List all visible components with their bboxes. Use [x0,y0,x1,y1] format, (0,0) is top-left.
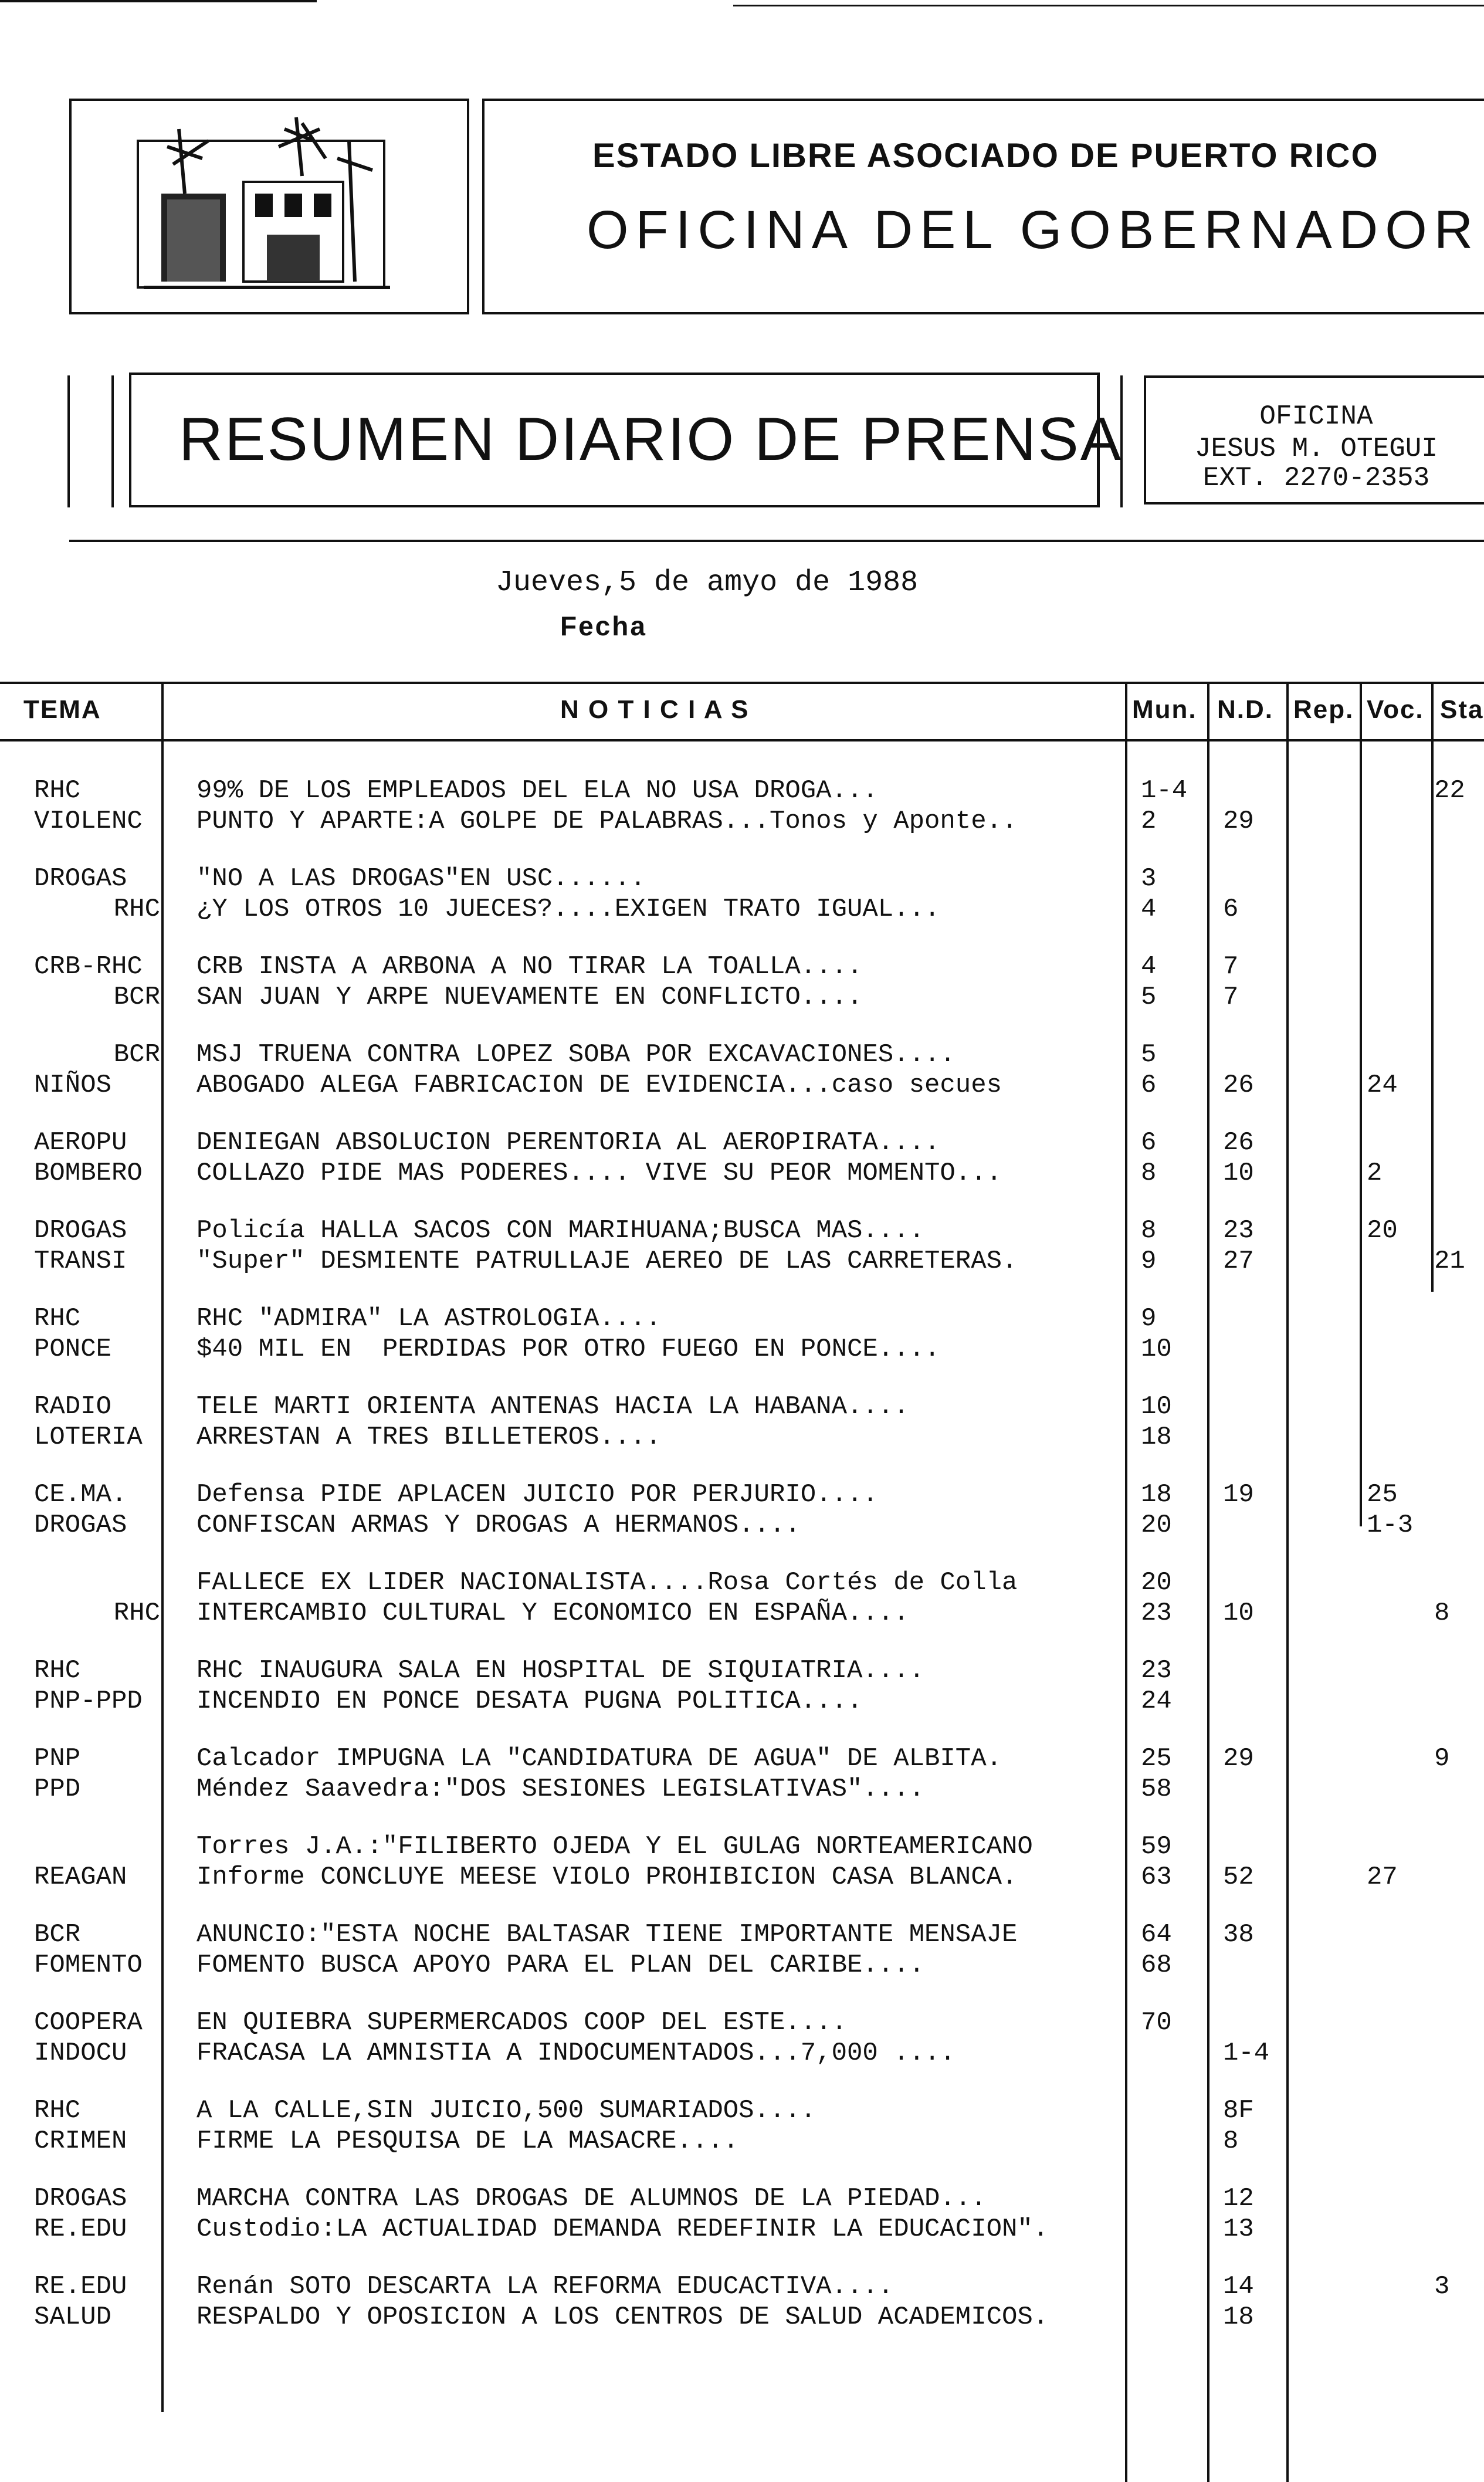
row-noticia: CRB INSTA A ARBONA A NO TIRAR LA TOALLA.... [196,952,863,981]
row-noticia: RESPALDO Y OPOSICION A LOS CENTROS DE SALUD ACADEMICOS. [196,2302,1049,2332]
row-nd: 38 [1223,1920,1254,1949]
table-top-border [0,682,1484,684]
row-mun: 59 [1141,1832,1172,1861]
row-tema: DROGAS [34,864,127,893]
row-mun: 6 [1141,1071,1157,1100]
row-nd: 14 [1223,2272,1254,2301]
row-mun: 64 [1141,1920,1172,1949]
row-noticia: Renán SOTO DESCARTA LA REFORMA EDUCACTIVA.... [196,2272,894,2301]
row-tema: RHC [34,2096,81,2125]
row-noticia: TELE MARTI ORIENTA ANTENAS HACIA LA HABANA.... [196,1392,909,1421]
date-value: Jueves,5 de amyo de 1988 [496,566,919,600]
row-noticia: Méndez Saavedra:"DOS SESIONES LEGISLATIVAS".... [196,1775,925,1804]
row-mun: 2 [1141,807,1157,836]
banner-bar-1 [67,375,70,507]
row-noticia: Defensa PIDE APLACEN JUICIO POR PERJURIO.... [196,1480,878,1509]
date-underline [0,0,317,2]
row-nd: 52 [1223,1863,1254,1892]
row-noticia: FALLECE EX LIDER NACIONALISTA....Rosa Cortés de Colla [196,1568,1018,1597]
row-mun: 4 [1141,895,1157,924]
header-voc: Voc. [1367,695,1424,724]
row-tema: FOMENTO [34,1951,143,1980]
row-tema: PNP [34,1744,81,1773]
row-noticia: ¿Y LOS OTROS 10 JUECES?....EXIGEN TRATO IGUAL... [196,895,940,924]
row-tema: SALUD [34,2302,112,2332]
row-noticia: MSJ TRUENA CONTRA LOPEZ SOBA POR EXCAVACIONES.... [196,1040,956,1069]
header-sta: Sta [1440,695,1484,724]
row-tema: RHC [113,895,160,924]
row-tema: REAGAN [34,1863,127,1892]
row-noticia: RHC INAUGURA SALA EN HOSPITAL DE SIQUIATRIA.... [196,1656,925,1685]
row-nd: 8F [1223,2096,1254,2125]
banner-office-box [1144,375,1484,504]
row-tema: BCR [113,1040,160,1069]
row-mun: 10 [1141,1392,1172,1421]
row-mun: 23 [1141,1599,1172,1628]
row-nd: 1-4 [1223,2039,1270,2068]
col-divider-nd [1286,682,1289,2482]
row-mun: 9 [1141,1247,1157,1276]
col-divider-mun [1207,682,1209,2482]
row-nd: 8 [1223,2127,1239,2156]
office-name: OFICINA DEL GOBERNADOR [587,200,1480,260]
row-noticia: Policía HALLA SACOS CON MARIHUANA;BUSCA MAS.... [196,1216,925,1245]
banner-bar-2 [111,375,114,507]
row-noticia: Calcador IMPUGNA LA "CANDIDATURA DE AGUA" DE ALBITA. [196,1744,1002,1773]
row-nd: 29 [1223,1744,1254,1773]
row-noticia: EN QUIEBRA SUPERMERCADOS COOP DEL ESTE.... [196,2008,847,2037]
row-sta: 9 [1434,1744,1450,1773]
row-nd: 23 [1223,1216,1254,1245]
row-noticia: COLLAZO PIDE MAS PODERES.... VIVE SU PEOR MOMENTO... [196,1159,1002,1188]
row-tema: VIOLENC [34,807,143,836]
row-tema: DROGAS [34,1511,127,1540]
row-tema: CRIMEN [34,2127,127,2156]
row-noticia: MARCHA CONTRA LAS DROGAS DE ALUMNOS DE LA PIEDAD... [196,2184,987,2213]
row-tema: RHC [34,1656,81,1685]
row-mun: 18 [1141,1423,1172,1452]
row-noticia: Informe CONCLUYE MEESE VIOLO PROHIBICION CASA BLANCA. [196,1863,1018,1892]
row-voc: 2 [1367,1159,1383,1188]
row-mun: 20 [1141,1568,1172,1597]
row-voc: 1-3 [1367,1511,1414,1540]
row-noticia: RHC "ADMIRA" LA ASTROLOGIA.... [196,1304,662,1333]
date-label: Fecha [560,611,647,641]
row-mun: 1-4 [1141,776,1188,805]
fortaleza-building-illustration-icon [126,106,402,299]
header-rep: Rep. [1293,695,1354,724]
row-voc: 25 [1367,1480,1398,1509]
row-tema: RHC [34,1304,81,1333]
row-mun: 4 [1141,952,1157,981]
row-noticia: $40 MIL EN PERDIDAS POR OTRO FUEGO EN PONCE.... [196,1335,940,1364]
row-voc: 27 [1367,1863,1398,1892]
row-nd: 7 [1223,983,1239,1012]
row-nd: 27 [1223,1247,1254,1276]
row-noticia: 99% DE LOS EMPLEADOS DEL ELA NO USA DROGA... [196,776,878,805]
row-mun: 25 [1141,1744,1172,1773]
row-noticia: "Super" DESMIENTE PATRULLAJE AEREO DE LAS CARRETERAS. [196,1247,1018,1276]
row-noticia: ANUNCIO:"ESTA NOCHE BALTASAR TIENE IMPORTANTE MENSAJE [196,1920,1018,1949]
row-tema: DROGAS [34,2184,127,2213]
row-tema: CRB-RHC [34,952,143,981]
row-tema: RADIO [34,1392,112,1421]
row-noticia: ARRESTAN A TRES BILLETEROS.... [196,1423,662,1452]
row-nd: 19 [1223,1480,1254,1509]
row-tema: RE.EDU [34,2272,127,2301]
office-contact-name: JESUS M. OTEGUI [1194,434,1438,464]
row-tema: CE.MA. [34,1480,127,1509]
row-mun: 68 [1141,1951,1172,1980]
row-nd: 7 [1223,952,1239,981]
row-mun: 6 [1141,1128,1157,1157]
header-tema: TEMA [23,695,101,724]
row-tema: PONCE [34,1335,112,1364]
row-nd: 12 [1223,2184,1254,2213]
header-divider [69,540,1484,542]
row-noticia: ABOGADO ALEGA FABRICACION DE EVIDENCIA...caso secues [196,1071,1002,1100]
row-mun: 20 [1141,1511,1172,1540]
row-mun: 58 [1141,1775,1172,1804]
row-nd: 6 [1223,895,1239,924]
row-sta: 22 [1434,776,1465,805]
table-header-bottom-border [0,739,1484,741]
row-mun: 5 [1141,1040,1157,1069]
row-nd: 26 [1223,1128,1254,1157]
row-noticia: INTERCAMBIO CULTURAL Y ECONOMICO EN ESPAÑA.... [196,1599,909,1628]
row-noticia: Torres J.A.:"FILIBERTO OJEDA Y EL GULAG NORTEAMERICANO [196,1832,1033,1861]
row-sta: 3 [1434,2272,1450,2301]
row-nd: 10 [1223,1159,1254,1188]
header-noticias: N O T I C I A S [560,695,750,724]
header-nd: N.D. [1217,695,1273,724]
row-noticia: PUNTO Y APARTE:A GOLPE DE PALABRAS...Tonos y Aponte.. [196,807,1018,836]
top-edge-line [733,5,1484,6]
row-tema: BCR [113,983,160,1012]
row-tema: LOTERIA [34,1423,143,1452]
header-mun: Mun. [1132,695,1197,724]
row-mun: 10 [1141,1335,1172,1364]
row-nd: 26 [1223,1071,1254,1100]
row-nd: 10 [1223,1599,1254,1628]
row-mun: 8 [1141,1159,1157,1188]
row-tema: PNP-PPD [34,1687,143,1716]
state-name: ESTADO LIBRE ASOCIADO DE PUERTO RICO [592,137,1379,175]
col-divider-rep [1360,682,1362,1526]
row-noticia: A LA CALLE,SIN JUICIO,500 SUMARIADOS.... [196,2096,816,2125]
row-nd: 29 [1223,807,1254,836]
row-noticia: SAN JUAN Y ARPE NUEVAMENTE EN CONFLICTO.... [196,983,863,1012]
row-sta: 21 [1434,1247,1465,1276]
row-tema: RHC [34,776,81,805]
row-tema: AEROPU [34,1128,127,1157]
row-noticia: FOMENTO BUSCA APOYO PARA EL PLAN DEL CARIBE.... [196,1951,925,1980]
row-tema: BCR [34,1920,81,1949]
row-mun: 5 [1141,983,1157,1012]
office-extension: EXT. 2270-2353 [1202,463,1430,493]
row-sta: 8 [1434,1599,1450,1628]
row-tema: RE.EDU [34,2215,127,2244]
row-noticia: DENIEGAN ABSOLUCION PERENTORIA AL AEROPIRATA.... [196,1128,940,1157]
row-tema: INDOCU [34,2039,127,2068]
row-mun: 9 [1141,1304,1157,1333]
row-nd: 13 [1223,2215,1254,2244]
row-noticia: Custodio:LA ACTUALIDAD DEMANDA REDEFINIR LA EDUCACION". [196,2215,1049,2244]
row-tema: COOPERA [34,2008,143,2037]
row-tema: DROGAS [34,1216,127,1245]
row-tema: TRANSI [34,1247,127,1276]
row-mun: 8 [1141,1216,1157,1245]
row-tema: RHC [113,1599,160,1628]
row-tema: PPD [34,1775,81,1804]
col-divider-tema [161,682,164,2412]
office-label: OFICINA [1259,401,1373,432]
row-noticia: INCENDIO EN PONCE DESATA PUGNA POLITICA.... [196,1687,863,1716]
row-noticia: "NO A LAS DROGAS"EN USC...... [196,864,646,893]
row-tema: BOMBERO [34,1159,143,1188]
row-noticia: CONFISCAN ARMAS Y DROGAS A HERMANOS.... [196,1511,801,1540]
row-voc: 24 [1367,1071,1398,1100]
col-divider-voc [1431,682,1434,1292]
row-nd: 18 [1223,2302,1254,2332]
row-mun: 24 [1141,1687,1172,1716]
row-noticia: FIRME LA PESQUISA DE LA MASACRE.... [196,2127,739,2156]
row-tema: NIÑOS [34,1071,112,1100]
row-mun: 23 [1141,1656,1172,1685]
banner-title: RESUMEN DIARIO DE PRENSA [179,405,1123,473]
row-noticia: FRACASA LA AMNISTIA A INDOCUMENTADOS...7,000 .... [196,2039,956,2068]
row-mun: 70 [1141,2008,1172,2037]
row-mun: 3 [1141,864,1157,893]
row-voc: 20 [1367,1216,1398,1245]
row-mun: 18 [1141,1480,1172,1509]
row-mun: 63 [1141,1863,1172,1892]
